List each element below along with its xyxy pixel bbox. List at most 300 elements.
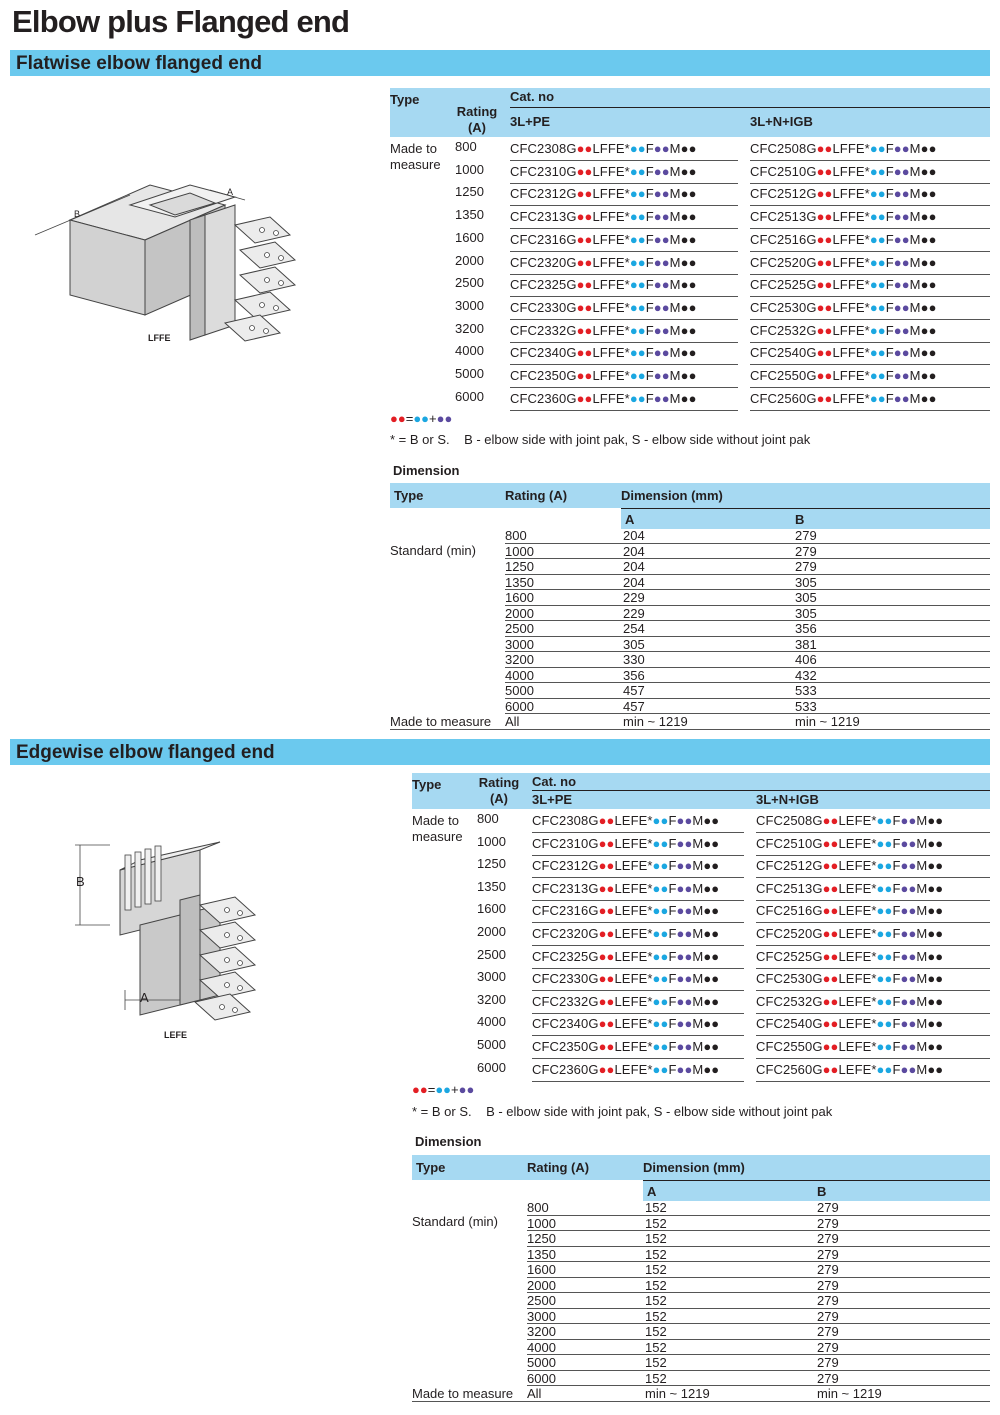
blue-dot: ●	[884, 948, 893, 964]
dimension-row	[412, 1278, 990, 1294]
rating-value: 4000	[477, 1014, 506, 1030]
blk-dot: ●	[920, 231, 929, 247]
purple-dot: ●	[901, 186, 910, 202]
blue-dot: ●	[660, 1061, 669, 1077]
blk-dot: ●	[703, 993, 712, 1009]
purple-dot: ●	[684, 948, 693, 964]
row-type-made-to-measure: Made to measure	[412, 813, 463, 844]
rating-value: 1600	[477, 901, 506, 917]
purple-dot: ●	[653, 277, 662, 293]
red-dot: ●	[816, 299, 825, 315]
blue-dot: ●	[869, 299, 878, 315]
purple-dot: ●	[684, 835, 693, 851]
red-dot: ●	[816, 163, 825, 179]
blue-dot: ●	[876, 971, 885, 987]
dimension-a-value: 152	[645, 1246, 667, 1262]
blue-dot: ●	[637, 186, 646, 202]
blk-dot: ●	[935, 1016, 944, 1032]
rating-value: 3000	[455, 297, 484, 313]
purple-dot: ●	[893, 186, 902, 202]
drawing-label: LEFE	[164, 1030, 188, 1040]
red-dot: ●	[830, 1039, 839, 1054]
purple-dot: ●	[908, 880, 917, 896]
section-heading-text: Flatwise elbow flanged end	[16, 53, 262, 74]
blue-dot: ●	[660, 903, 669, 919]
blue-dot: ●	[877, 141, 886, 156]
dimension-b-value: 279	[817, 1200, 839, 1215]
red-dot: ●	[598, 835, 607, 851]
rating-value: 1600	[527, 1262, 556, 1277]
blk-dot: ●	[703, 1016, 712, 1032]
blue-dot: ●	[660, 926, 669, 941]
dimension-b-value: 356	[795, 621, 817, 636]
purple-dot: ●	[653, 209, 662, 225]
catalog-number-3l-n-igb: CFC2510G●●LEFE*●●F●●M●●	[756, 835, 944, 851]
purple-dot: ●	[908, 1061, 917, 1077]
catalog-number-3l-n-igb: CFC2530G●●LEFE*●●F●●M●●	[756, 971, 944, 987]
red-dot: ●	[816, 277, 825, 293]
rating-value: 1250	[527, 1231, 556, 1246]
dimension-row	[390, 544, 990, 560]
blue-dot: ●	[660, 835, 669, 851]
header-type: Type	[412, 777, 442, 792]
dimension-row-made-to-measure	[412, 1386, 990, 1402]
blk-dot: ●	[935, 835, 944, 851]
purple-dot: ●	[901, 254, 910, 270]
blue-dot: ●	[652, 1016, 661, 1032]
blk-dot: ●	[711, 971, 720, 987]
blk-dot: ●	[680, 163, 689, 179]
purple-dot: ●	[900, 1061, 909, 1077]
blue-dot: ●	[869, 277, 878, 293]
purple-dot: ●	[661, 322, 670, 338]
blue-dot: ●	[869, 345, 878, 361]
catalog-number-3l-pe: CFC2320G●●LEFE*●●F●●M●●	[532, 926, 720, 941]
purple-dot: ●	[684, 971, 693, 987]
red-dot: ●	[584, 209, 593, 225]
red-dot: ●	[576, 141, 585, 156]
red-dot: ●	[822, 926, 831, 941]
blue-dot: ●	[876, 858, 885, 874]
blue-dot: ●	[652, 971, 661, 987]
header-dimension: Dimension (mm)	[621, 488, 723, 503]
red-dot: ●	[830, 948, 839, 964]
blk-dot: ●	[703, 880, 712, 896]
red-dot: ●	[606, 858, 615, 874]
red-dot: ●	[816, 209, 825, 225]
blue-dot: ●	[652, 880, 661, 896]
blue-dot: ●	[637, 345, 646, 361]
blk-dot: ●	[920, 163, 929, 179]
blue-dot: ●	[876, 926, 885, 941]
blue-dot: ●	[629, 141, 638, 156]
blk-dot: ●	[711, 926, 720, 941]
rating-value: 1250	[455, 184, 484, 200]
dimension-a-value: min ~ 1219	[623, 714, 688, 729]
header-catno: Cat. no	[510, 89, 555, 104]
blk-dot: ●	[927, 926, 936, 941]
purple-dot: ●	[901, 277, 910, 293]
dimension-a-value: 152	[645, 1355, 667, 1370]
catalog-number-3l-pe: CFC2330G●●LEFE*●●F●●M●●	[532, 971, 720, 987]
dot-legend: ●●=●●+●●	[412, 1082, 475, 1097]
blue-dot: ●	[869, 390, 878, 406]
rating-value: 1000	[527, 1215, 556, 1231]
dimension-row	[390, 683, 990, 699]
dimension-a-value: 152	[645, 1308, 667, 1324]
blk-dot: ●	[920, 141, 929, 156]
blk-dot: ●	[920, 299, 929, 315]
catalog-table-edgewise	[412, 773, 990, 1083]
rating-value: 2000	[505, 605, 534, 621]
dimension-b-value: 279	[795, 559, 817, 574]
blk-dot: ●	[703, 1039, 712, 1054]
catalog-row	[412, 901, 990, 923]
dimension-row	[412, 1247, 990, 1263]
purple-dot: ●	[684, 903, 693, 919]
dimension-a-value: 152	[645, 1339, 667, 1355]
row-type-standard: Standard (min)	[390, 543, 476, 558]
header-rating: Rating (A)	[456, 104, 498, 135]
red-dot: ●	[606, 903, 615, 919]
dimension-b-value: 279	[817, 1308, 839, 1324]
dimension-table-header	[390, 483, 990, 508]
blue-dot: ●	[877, 299, 886, 315]
dimension-row	[412, 1324, 990, 1340]
blk-dot: ●	[935, 1061, 944, 1077]
blue-dot: ●	[660, 971, 669, 987]
blk-dot: ●	[680, 277, 689, 293]
catalog-row	[390, 139, 990, 161]
purple-dot: ●	[900, 880, 909, 896]
dimension-a-value: 229	[623, 605, 645, 621]
red-dot: ●	[598, 993, 607, 1009]
red-dot: ●	[816, 322, 825, 338]
purple-dot: ●	[676, 813, 685, 828]
purple-dot: ●	[653, 141, 662, 156]
dimension-b-value: min ~ 1219	[795, 714, 860, 729]
blue-dot: ●	[884, 1016, 893, 1032]
blk-dot: ●	[711, 880, 720, 896]
row-rule	[756, 1081, 990, 1082]
red-dot: ●	[822, 880, 831, 896]
purple-dot: ●	[893, 231, 902, 247]
blue-dot: ●	[877, 277, 886, 293]
red-dot: ●	[830, 971, 839, 987]
star-note-label: * = B or S.	[412, 1104, 472, 1119]
blk-dot: ●	[927, 948, 936, 964]
dimension-row	[390, 590, 990, 606]
blue-dot: ●	[876, 948, 885, 964]
catalog-row	[390, 230, 990, 252]
red-dot: ●	[598, 971, 607, 987]
catalog-number-3l-pe: CFC2350G●●LFFE*●●F●●M●●	[510, 368, 697, 383]
dot-legend: ●●=●●+●●	[390, 411, 453, 426]
dimension-b-value: 406	[795, 652, 817, 667]
catalog-number-3l-pe: CFC2310G●●LFFE*●●F●●M●●	[510, 163, 697, 179]
blk-dot: ●	[927, 971, 936, 987]
purple-dot: ●	[893, 209, 902, 225]
dimension-b-value: 279	[817, 1355, 839, 1370]
blk-dot: ●	[680, 299, 689, 315]
blue-dot: ●	[884, 880, 893, 896]
blue-dot: ●	[884, 1039, 893, 1054]
blue-dot: ●	[629, 231, 638, 247]
dimension-row	[412, 1293, 990, 1309]
dimension-a-value: 152	[645, 1200, 667, 1215]
red-dot: ●	[824, 231, 833, 247]
drawing-label: LFFE	[148, 333, 171, 343]
blk-dot: ●	[928, 254, 937, 270]
blue-dot: ●	[877, 163, 886, 179]
dimension-caption: Dimension	[415, 1134, 482, 1149]
catalog-row	[390, 343, 990, 365]
dimension-table-edgewise	[412, 1155, 990, 1405]
dimension-row	[390, 606, 990, 622]
red-dot: ●	[576, 322, 585, 338]
catalog-row	[412, 1060, 990, 1082]
blue-dot: ●	[884, 971, 893, 987]
dimension-b-value: 279	[817, 1215, 839, 1231]
purple-dot: ●	[653, 390, 662, 406]
catalog-number-3l-pe: CFC2340G●●LFFE*●●F●●M●●	[510, 345, 697, 361]
catalog-table-header	[412, 773, 990, 809]
red-dot: ●	[576, 345, 585, 361]
dimension-a-value: 457	[623, 698, 645, 714]
purple-dot: ●	[900, 1039, 909, 1054]
star-note	[390, 432, 810, 447]
purple-dot: ●	[661, 231, 670, 247]
dimension-row	[390, 575, 990, 591]
red-dot: ●	[584, 277, 593, 293]
blue-dot: ●	[869, 368, 878, 383]
blue-dot: ●	[869, 141, 878, 156]
dimension-a-value: 204	[623, 574, 645, 590]
dimension-a-value: 152	[645, 1277, 667, 1293]
purple-dot: ●	[901, 322, 910, 338]
purple-dot: ●	[684, 1039, 693, 1054]
dimension-a-value: 356	[623, 667, 645, 683]
blue-dot: ●	[877, 322, 886, 338]
purple-dot: ●	[684, 993, 693, 1009]
dimension-b-marker: B	[74, 209, 81, 219]
purple-dot: ●	[893, 277, 902, 293]
red-dot: ●	[830, 1016, 839, 1032]
blk-dot: ●	[920, 345, 929, 361]
dimension-b-value: 279	[817, 1339, 839, 1355]
catalog-row	[412, 879, 990, 901]
dimension-row	[412, 1371, 990, 1387]
blk-dot: ●	[688, 345, 697, 361]
blk-dot: ●	[711, 1016, 720, 1032]
red-dot: ●	[822, 971, 831, 987]
rating-value: 1000	[455, 161, 484, 177]
blk-dot: ●	[688, 209, 697, 225]
flatwise-elbow-drawing	[30, 175, 320, 355]
blk-dot: ●	[680, 368, 689, 383]
red-dot: ●	[824, 390, 833, 406]
red-dot: ●	[606, 1061, 615, 1077]
catalog-row	[390, 253, 990, 275]
red-dot: ●	[584, 345, 593, 361]
dimension-b-marker: B	[76, 874, 85, 889]
red-dot: ●	[816, 368, 825, 383]
catalog-number-3l-pe: CFC2308G●●LEFE*●●F●●M●●	[532, 813, 720, 828]
blk-dot: ●	[688, 277, 697, 293]
blue-dot: ●	[877, 254, 886, 270]
dimension-a-value: 152	[645, 1262, 667, 1277]
blue-dot: ●	[629, 299, 638, 315]
blue-dot: ●	[876, 1016, 885, 1032]
blk-dot: ●	[711, 903, 720, 919]
blue-dot: ●	[652, 903, 661, 919]
purple-dot: ●	[908, 835, 917, 851]
header-3l-n-igb: 3L+N+IGB	[756, 792, 819, 807]
red-dot: ●	[824, 277, 833, 293]
blk-dot: ●	[935, 813, 944, 828]
section-heading-text: Edgewise elbow flanged end	[16, 742, 275, 763]
blue-dot: ●	[869, 231, 878, 247]
red-dot: ●	[824, 141, 833, 156]
red-dot: ●	[576, 186, 585, 202]
catalog-number-3l-n-igb: CFC2513G●●LFFE*●●F●●M●●	[750, 209, 937, 225]
blk-dot: ●	[703, 948, 712, 964]
red-dot: ●	[606, 993, 615, 1009]
dimension-row	[390, 621, 990, 637]
blue-dot: ●	[877, 390, 886, 406]
blk-dot: ●	[927, 813, 936, 828]
rating-value: 3200	[527, 1324, 556, 1339]
red-dot: ●	[598, 1016, 607, 1032]
blue-dot: ●	[884, 926, 893, 941]
blk-dot: ●	[711, 858, 720, 874]
rating-value: 1350	[527, 1246, 556, 1262]
blue-dot: ●	[876, 835, 885, 851]
blue-dot: ●	[876, 1039, 885, 1054]
red-dot: ●	[822, 903, 831, 919]
catalog-row	[412, 811, 990, 833]
catalog-row	[390, 184, 990, 206]
dimension-subheader	[621, 508, 990, 529]
header-rating: Rating (A)	[527, 1160, 590, 1175]
purple-dot: ●	[676, 858, 685, 874]
blk-dot: ●	[927, 1061, 936, 1077]
purple-dot: ●	[684, 858, 693, 874]
blk-dot: ●	[928, 368, 937, 383]
red-dot: ●	[830, 903, 839, 919]
purple-dot: ●	[900, 993, 909, 1009]
red-dot: ●	[824, 163, 833, 179]
purple-dot: ●	[684, 880, 693, 896]
red-dot: ●	[598, 926, 607, 941]
red-dot: ●	[584, 322, 593, 338]
blk-dot: ●	[920, 322, 929, 338]
edgewise-elbow-illustration	[70, 840, 310, 1035]
rating-value: 800	[477, 811, 499, 826]
blue-dot: ●	[869, 186, 878, 202]
purple-dot: ●	[901, 209, 910, 225]
dimension-row	[390, 637, 990, 653]
rating-value: 3200	[505, 652, 534, 667]
purple-dot: ●	[661, 368, 670, 383]
rating-value: 800	[505, 528, 527, 543]
catalog-number-3l-pe: CFC2316G●●LEFE*●●F●●M●●	[532, 903, 720, 919]
dimension-a-value: 204	[623, 528, 645, 543]
catalog-number-3l-n-igb: CFC2508G●●LFFE*●●F●●M●●	[750, 141, 937, 156]
red-dot: ●	[816, 254, 825, 270]
red-dot: ●	[584, 390, 593, 406]
header-rating: Rating (A)	[478, 775, 520, 806]
catalog-row	[412, 1014, 990, 1036]
red-dot: ●	[822, 813, 831, 828]
catalog-number-3l-pe: CFC2313G●●LEFE*●●F●●M●●	[532, 880, 720, 896]
rating-value: 800	[455, 139, 477, 154]
catalog-table-flatwise	[390, 88, 990, 413]
purple-dot: ●	[900, 1016, 909, 1032]
blk-dot: ●	[935, 971, 944, 987]
red-dot: ●	[816, 186, 825, 202]
dimension-b-value: min ~ 1219	[817, 1386, 882, 1401]
catalog-number-3l-pe: CFC2325G●●LEFE*●●F●●M●●	[532, 948, 720, 964]
blk-dot: ●	[927, 1039, 936, 1054]
rating-value: 5000	[477, 1037, 506, 1052]
blk-dot: ●	[688, 254, 697, 270]
purple-dot: ●	[901, 368, 910, 383]
header-b: B	[795, 512, 805, 527]
blue-dot: ●	[637, 163, 646, 179]
row-type-standard: Standard (min)	[412, 1214, 498, 1229]
catalog-row	[390, 366, 990, 388]
rating-value: 2500	[455, 275, 484, 291]
blue-dot: ●	[660, 858, 669, 874]
rating-value: 1000	[477, 833, 506, 849]
blue-dot: ●	[637, 141, 646, 156]
red-dot: ●	[576, 299, 585, 315]
red-dot: ●	[816, 141, 825, 156]
blk-dot: ●	[927, 858, 936, 874]
blk-dot: ●	[680, 186, 689, 202]
red-dot: ●	[816, 345, 825, 361]
blk-dot: ●	[711, 948, 720, 964]
catalog-number-3l-n-igb: CFC2525G●●LFFE*●●F●●M●●	[750, 277, 937, 293]
rating-value: 2000	[455, 252, 484, 268]
blk-dot: ●	[935, 880, 944, 896]
rating-value: 4000	[527, 1339, 556, 1355]
blk-dot: ●	[711, 835, 720, 851]
star-note-label: * = B or S.	[390, 432, 450, 447]
purple-dot: ●	[908, 858, 917, 874]
rating-value: 1350	[477, 878, 506, 894]
blue-dot: ●	[629, 368, 638, 383]
purple-dot: ●	[893, 345, 902, 361]
header-divider	[532, 790, 990, 791]
blue-dot: ●	[884, 835, 893, 851]
row-rule	[510, 410, 738, 411]
rating-value: 5000	[455, 366, 484, 381]
blk-dot: ●	[928, 345, 937, 361]
rating-value: 3000	[527, 1308, 556, 1324]
blue-dot: ●	[884, 903, 893, 919]
catalog-number-3l-pe: CFC2340G●●LEFE*●●F●●M●●	[532, 1016, 720, 1032]
catalog-number-3l-n-igb: CFC2560G●●LEFE*●●F●●M●●	[756, 1061, 944, 1077]
catalog-number-3l-n-igb: CFC2540G●●LEFE*●●F●●M●●	[756, 1016, 944, 1032]
blk-dot: ●	[927, 1016, 936, 1032]
blk-dot: ●	[688, 299, 697, 315]
blue-dot: ●	[869, 254, 878, 270]
red-dot: ●	[830, 880, 839, 896]
catalog-number-3l-n-igb: CFC2525G●●LEFE*●●F●●M●●	[756, 948, 944, 964]
blk-dot: ●	[928, 231, 937, 247]
